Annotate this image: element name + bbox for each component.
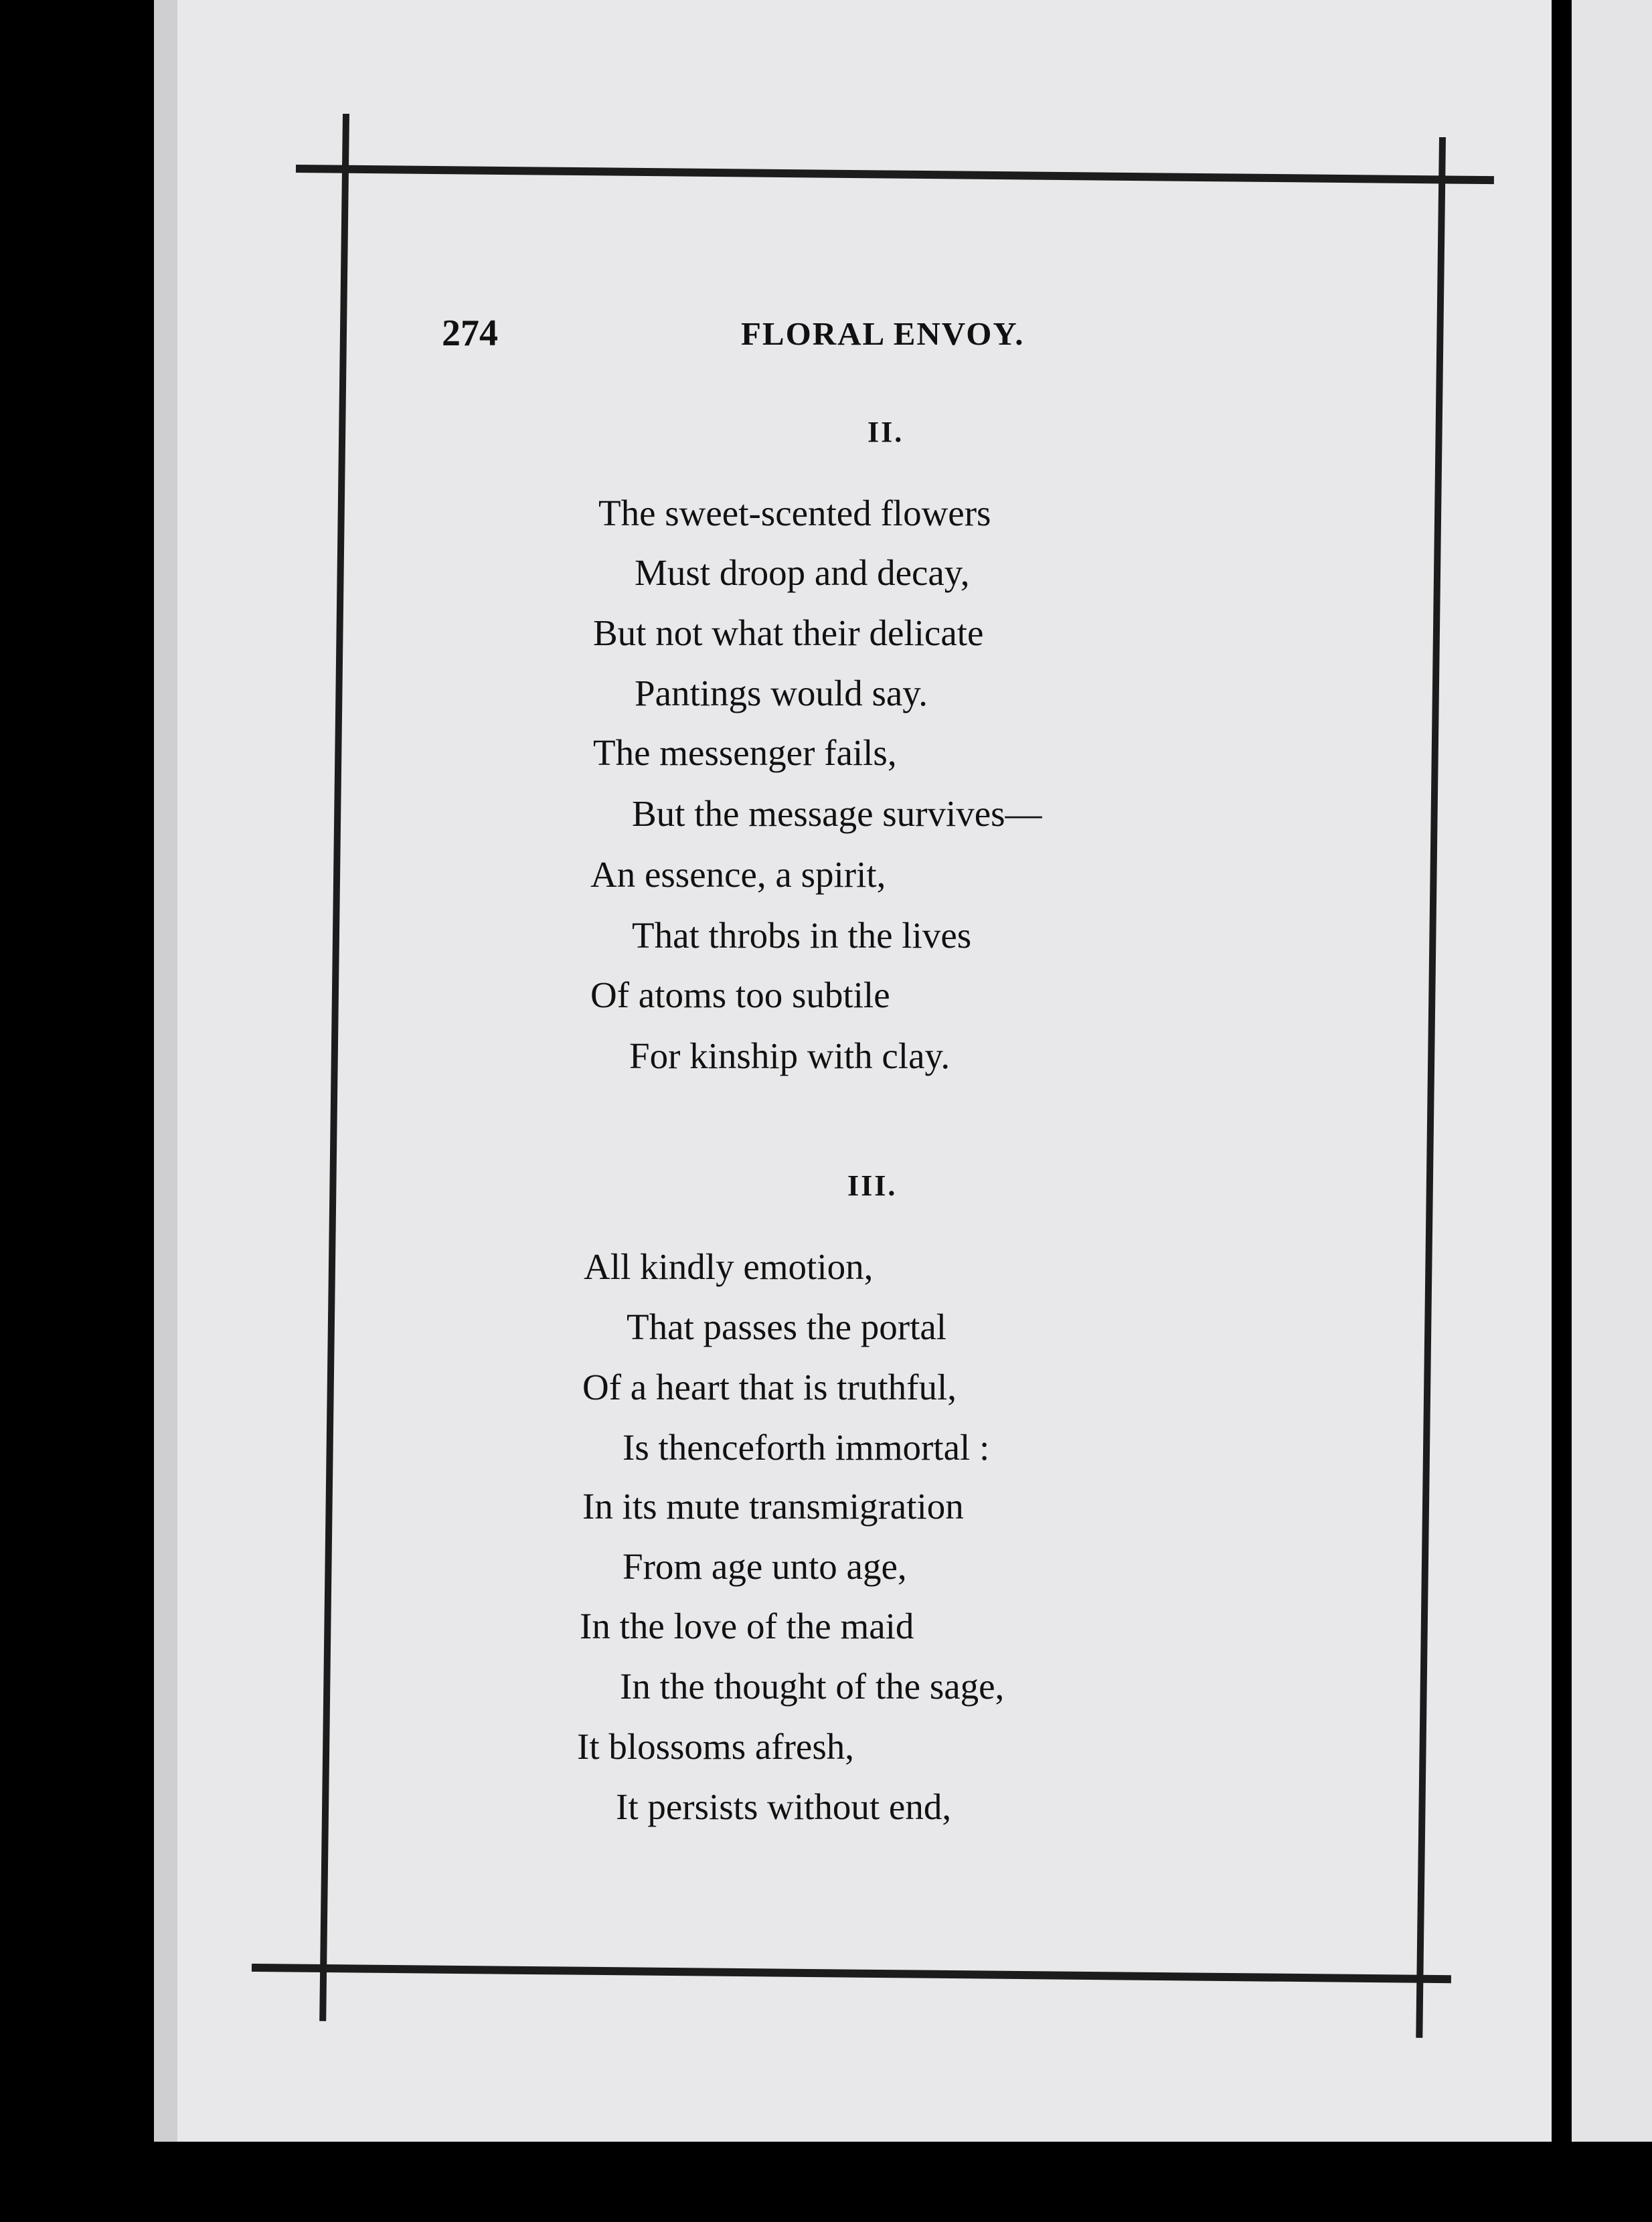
running-title: FLORAL ENVOY. [741,315,1025,352]
verse-line: In its mute transmigration [582,1486,964,1527]
page-edge [154,0,181,2155]
verse-line: Pantings would say. [635,673,928,713]
verse-line: For kinship with clay. [629,1035,951,1076]
page-gutter [1552,0,1572,2222]
verse-line: It blossoms afresh, [577,1726,854,1767]
verse-line: Is thenceforth immortal : [623,1427,990,1468]
section-number: II. [868,416,904,448]
verse-line: In the love of the maid [580,1606,914,1646]
adjacent-page-edge [1572,0,1652,2148]
verse-line: That passes the portal [627,1306,947,1347]
verse-line: Of a heart that is truthful, [582,1367,957,1407]
section-number: III. [847,1169,898,1202]
verse-line: Of atoms too subtile [590,974,890,1015]
verse-line: An essence, a spirit, [590,854,886,895]
verse-line: But not what their delicate [593,612,984,653]
scan-border [0,2142,1652,2222]
verse-line: But the message survives— [632,793,1042,834]
verse-line: The messenger fails, [593,732,897,773]
verse-line: All kindly emotion, [584,1246,874,1287]
verse-line: In the thought of the sage, [620,1666,1005,1707]
verse-line: The sweet-scented flowers [598,493,991,533]
verse-line: Must droop and decay, [635,552,970,593]
verse-line: It persists without end, [616,1786,952,1827]
verse-line: That throbs in the lives [632,915,972,956]
page-number: 274 [442,313,498,354]
verse-line: From age unto age, [623,1546,907,1587]
